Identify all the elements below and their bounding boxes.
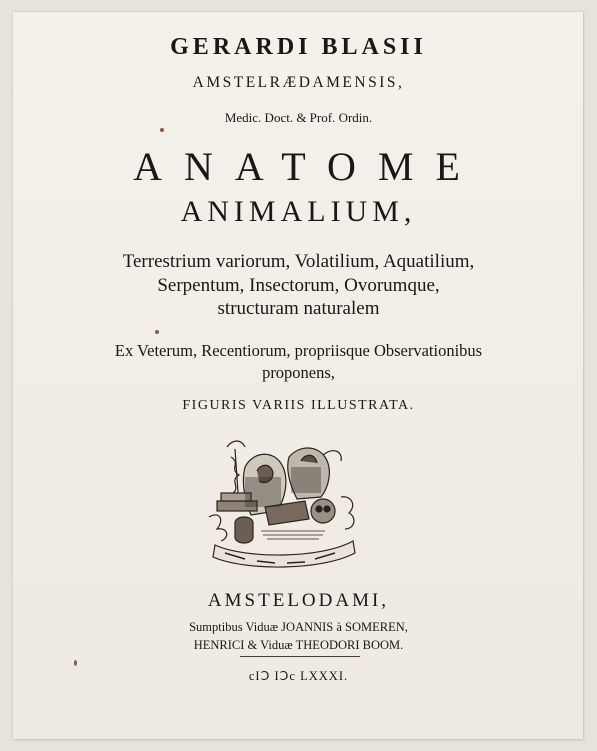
foxing-spot	[74, 660, 77, 666]
subtitle-line-1: Terrestrium variorum, Volatilium, Aquatilium,	[122, 251, 475, 272]
subtitle-line-3: structuram naturalem	[217, 298, 380, 319]
printer-device-emblem-icon	[205, 437, 361, 571]
foxing-spot	[155, 330, 159, 334]
author-name: GERARDI BLASII	[170, 34, 427, 60]
imprint-year: cIↃ IↃc LXXXI.	[248, 669, 349, 683]
imprint-publisher-line-2: HENRICI & Viduæ THEODORI BOOM.	[193, 638, 404, 652]
exposition-line-1: Ex Veterum, Recentiorum, propriisque Observationibus	[114, 341, 483, 360]
main-title-line-1: ANATOME	[133, 144, 482, 189]
author-origin: AMSTELRÆDAMENSIS,	[192, 74, 405, 91]
exposition-line-2: proponens,	[262, 363, 335, 382]
imprint-publisher-line-1: Sumptibus Viduæ JOANNIS à SOMEREN,	[189, 620, 408, 634]
imprint-place: AMSTELODAMI,	[207, 590, 390, 611]
author-degree: Medic. Doct. & Prof. Ordin.	[224, 110, 373, 125]
imprint-rule	[240, 656, 360, 657]
main-title-line-2: ANIMALIUM,	[180, 195, 417, 228]
figures-note: FIGURIS VARIIS ILLUSTRATA.	[182, 398, 415, 413]
subtitle-line-2: Serpentum, Insectorum, Ovorumque,	[157, 275, 440, 296]
foxing-spot	[160, 128, 164, 132]
